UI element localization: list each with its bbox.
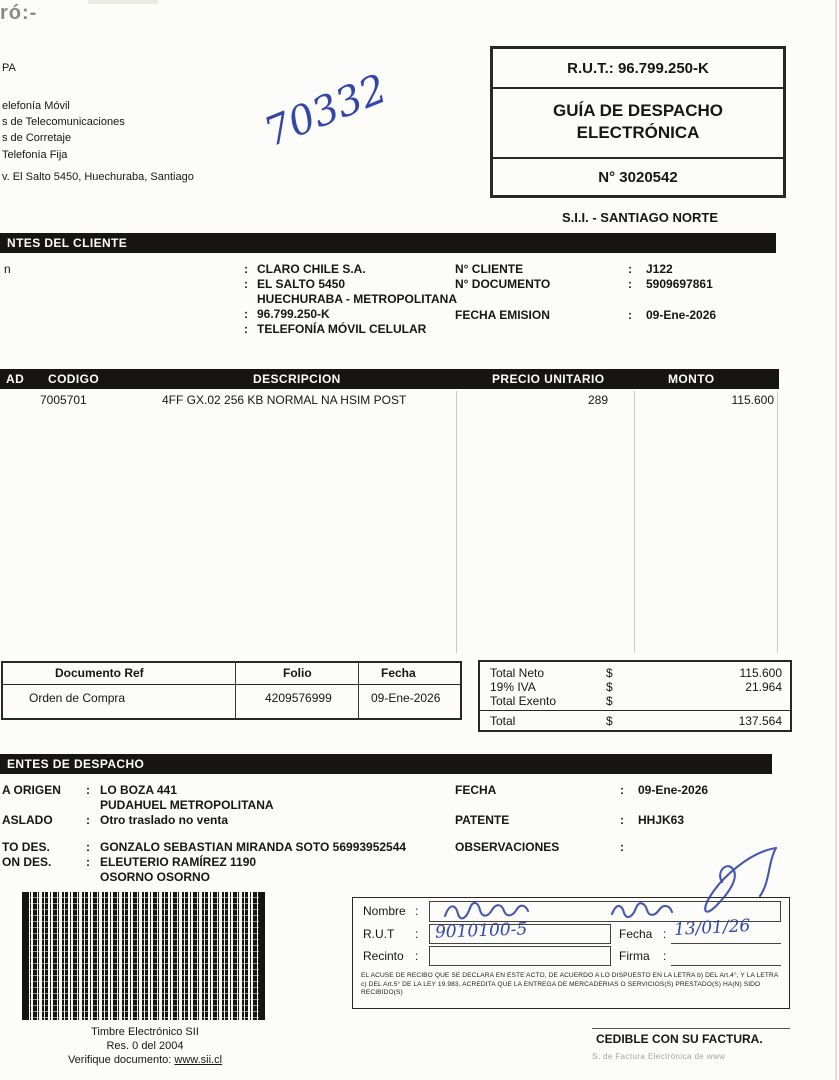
footer-provider: S. de Factura Electrónica de www: [592, 1052, 726, 1061]
currency-sign: $: [606, 694, 613, 708]
traslado-label: ASLADO: [2, 813, 53, 827]
scan-edge-artifact: [835, 0, 837, 1080]
timbre-line2: Res. 0 del 2004: [106, 1040, 184, 1052]
total-label: Total: [490, 714, 516, 728]
client-label: n: [4, 262, 11, 276]
company-line: s de Corretaje: [2, 132, 72, 144]
company-line: s de Telecomunicaciones: [2, 116, 125, 128]
company-line: elefonía Móvil: [2, 100, 70, 112]
colon: :: [244, 322, 248, 336]
rut-box-divider: [493, 157, 783, 159]
ref-doc-type: Orden de Compra: [29, 691, 126, 705]
col-cantidad: AD: [6, 372, 25, 386]
patente-value: HHJK63: [638, 813, 685, 827]
col-codigo: CODIGO: [48, 372, 100, 386]
rut-label: R.U.T: [363, 927, 395, 941]
direccion-destino-value: ELEUTERIO RAMÍREZ 1190: [100, 855, 257, 869]
ref-fecha: 09-Ene-2026: [371, 691, 441, 705]
client-name: CLARO CHILE S.A.: [257, 262, 366, 276]
nombre-label: Nombre: [363, 904, 406, 918]
column-divider: [456, 391, 457, 653]
item-monto: 115.600: [731, 393, 774, 407]
sii-url: www.sii.cl: [174, 1054, 223, 1066]
items-header-bar: [0, 369, 779, 389]
handwritten-rut: 9010100-5: [434, 919, 528, 943]
colon: :: [415, 949, 419, 963]
scan-smudge: [88, 0, 158, 4]
col-precio-unitario: PRECIO UNITARIO: [492, 372, 605, 386]
meta-label: N° CLIENTE: [455, 262, 524, 276]
verify-label: Verifique documento:: [67, 1054, 172, 1066]
sii-office: S.I.I. - SANTIAGO NORTE: [561, 210, 718, 225]
col-monto: MONTO: [668, 372, 715, 386]
despacho-row: [0, 798, 800, 813]
ref-column-divider: [235, 663, 236, 718]
origen-value: LO BOZA 441: [100, 783, 177, 797]
currency-sign: $: [606, 666, 613, 680]
client-giro: TELEFONÍA MÓVIL CELULAR: [257, 322, 427, 336]
destinatario-value: GONZALO SEBASTIAN MIRANDA SOTO 56993952544: [100, 840, 407, 854]
patente-label: PATENTE: [455, 813, 510, 827]
colon: :: [244, 277, 248, 291]
direccion-destino-label: ON DES.: [2, 855, 52, 869]
references-table: [1, 661, 462, 720]
section-title-despacho: ENTES DE DESPACHO: [7, 757, 145, 771]
client-address-line1: EL SALTO 5450: [257, 277, 346, 291]
signature-stroke: [612, 903, 672, 917]
direccion-destino-value-2: OSORNO OSORNO: [100, 870, 211, 884]
timbre-line1: Timbre Electrónico SII: [91, 1026, 199, 1038]
total-exento-label: Total Exento: [490, 694, 557, 708]
client-meta-row: [0, 308, 800, 323]
colon: :: [620, 783, 624, 797]
doc-type-title-line1: GUÍA DE DESPACHO: [552, 101, 724, 120]
total-neto-label: Total Neto: [490, 666, 545, 680]
despacho-row: [0, 783, 800, 798]
client-meta-row: [0, 262, 800, 277]
ref-folio: 4209576999: [265, 691, 332, 705]
currency-sign: $: [606, 680, 613, 694]
document-number: 5909697861: [646, 277, 713, 291]
company-line: PA: [2, 62, 16, 74]
client-rut: 96.799.250-K: [257, 307, 330, 321]
colon: :: [86, 855, 90, 869]
observaciones-label: OBSERVACIONES: [455, 840, 560, 854]
colon: :: [663, 949, 667, 963]
handwritten-date: 13/01/26: [673, 916, 751, 940]
ref-column-divider: [358, 663, 359, 718]
cedible-text: CEDIBLE CON SU FACTURA.: [596, 1032, 763, 1046]
col-descripcion: DESCRIPCION: [253, 372, 341, 386]
traslado-value: Otro traslado no venta: [100, 813, 229, 827]
emission-date: 09-Ene-2026: [646, 308, 717, 322]
client-address-line2: HUECHURABA - METROPOLITANA: [257, 292, 457, 306]
despacho-row: [0, 813, 800, 828]
signature-flourish: [705, 848, 776, 912]
handwritten-signature: [340, 838, 800, 968]
signature-flourish: [760, 848, 776, 896]
iva-value: 21.964: [745, 680, 782, 694]
company-address: v. El Salto 5450, Huechuraba, Santiago: [2, 171, 194, 183]
cedible-divider: [592, 1028, 790, 1029]
column-divider: [634, 391, 635, 653]
colon: :: [415, 904, 419, 918]
meta-label: FECHA EMISION: [455, 308, 550, 322]
ref-header-divider: [3, 684, 460, 685]
fecha-value: 09-Ene-2026: [638, 783, 709, 797]
iva-label: 19% IVA: [490, 680, 536, 694]
colon: :: [244, 307, 248, 321]
totals-box: [478, 660, 792, 732]
timbre-line3: [30, 1054, 260, 1066]
colon: :: [620, 840, 624, 854]
colon: :: [244, 262, 248, 276]
company-line: Telefonía Fija: [2, 149, 68, 161]
colon: :: [628, 277, 632, 291]
item-descripcion: 4FF GX.02 256 KB NORMAL NA HSIM POST: [162, 393, 407, 407]
meta-label: N° DOCUMENTO: [455, 277, 551, 291]
section-bar-cliente: [0, 233, 776, 253]
doc-type-title-line2: ELECTRÓNICA: [576, 123, 700, 142]
colon: :: [86, 813, 90, 827]
fecha-recibo-label: Fecha: [619, 927, 653, 941]
item-row: [0, 393, 800, 408]
item-codigo: 7005701: [40, 393, 87, 407]
rut-value: R.U.T.: 96.799.250-K: [567, 60, 709, 77]
signature-stroke: [445, 903, 528, 919]
origen-label: A ORIGEN: [2, 783, 61, 797]
colon: :: [628, 262, 632, 276]
pdf417-barcode: [22, 892, 265, 1020]
recinto-label: Recinto: [363, 949, 404, 963]
destinatario-label: TO DES.: [2, 840, 50, 854]
rut-box-divider: [493, 87, 783, 89]
firma-label: Firma: [619, 949, 650, 963]
client-row: [0, 292, 460, 307]
ref-header-fecha: Fecha: [381, 666, 416, 680]
rut-box: [490, 46, 786, 198]
colon: :: [86, 840, 90, 854]
claro-logo-fragment: ró:-: [0, 2, 38, 24]
handwritten-number: 70332: [258, 65, 394, 157]
acuse-legal-text: EL ACUSE DE RECIBO QUE SE DECLARA EN ESTE ACTO, DE ACUERDO A LO DISPUESTO EN LA LETRA b) DEL Art.4°, Y LA LETRA c) DEL Art.5° DE LA LEY 19.983, ACREDITA QUE LA ENTREGA DE MERCADERIAS O SERVICIOS(S) PRESTADO(S) HA(N) SIDO RECIBIDO(S): [361, 972, 778, 997]
currency-sign: $: [606, 714, 613, 728]
colon: :: [415, 927, 419, 941]
colon: :: [628, 308, 632, 322]
total-neto-value: 115.600: [739, 666, 782, 680]
total-value: 137.564: [738, 714, 782, 728]
ref-header-doc: Documento Ref: [55, 666, 144, 680]
fecha-label: FECHA: [455, 783, 497, 797]
ref-header-folio: Folio: [283, 666, 312, 680]
colon: :: [620, 813, 624, 827]
colon: :: [663, 927, 667, 941]
client-row: [0, 322, 460, 337]
origen-value-2: PUDAHUEL METROPOLITANA: [100, 798, 274, 812]
item-precio: 289: [587, 393, 608, 407]
section-title-cliente: NTES DEL CLIENTE: [7, 236, 128, 250]
colon: :: [86, 783, 90, 797]
client-meta-row: [0, 277, 800, 292]
client-number: J122: [646, 262, 673, 276]
totals-divider: [480, 710, 790, 711]
section-bar-despacho: [0, 754, 772, 774]
column-divider: [777, 391, 778, 653]
doc-number: N° 3020542: [598, 169, 678, 186]
